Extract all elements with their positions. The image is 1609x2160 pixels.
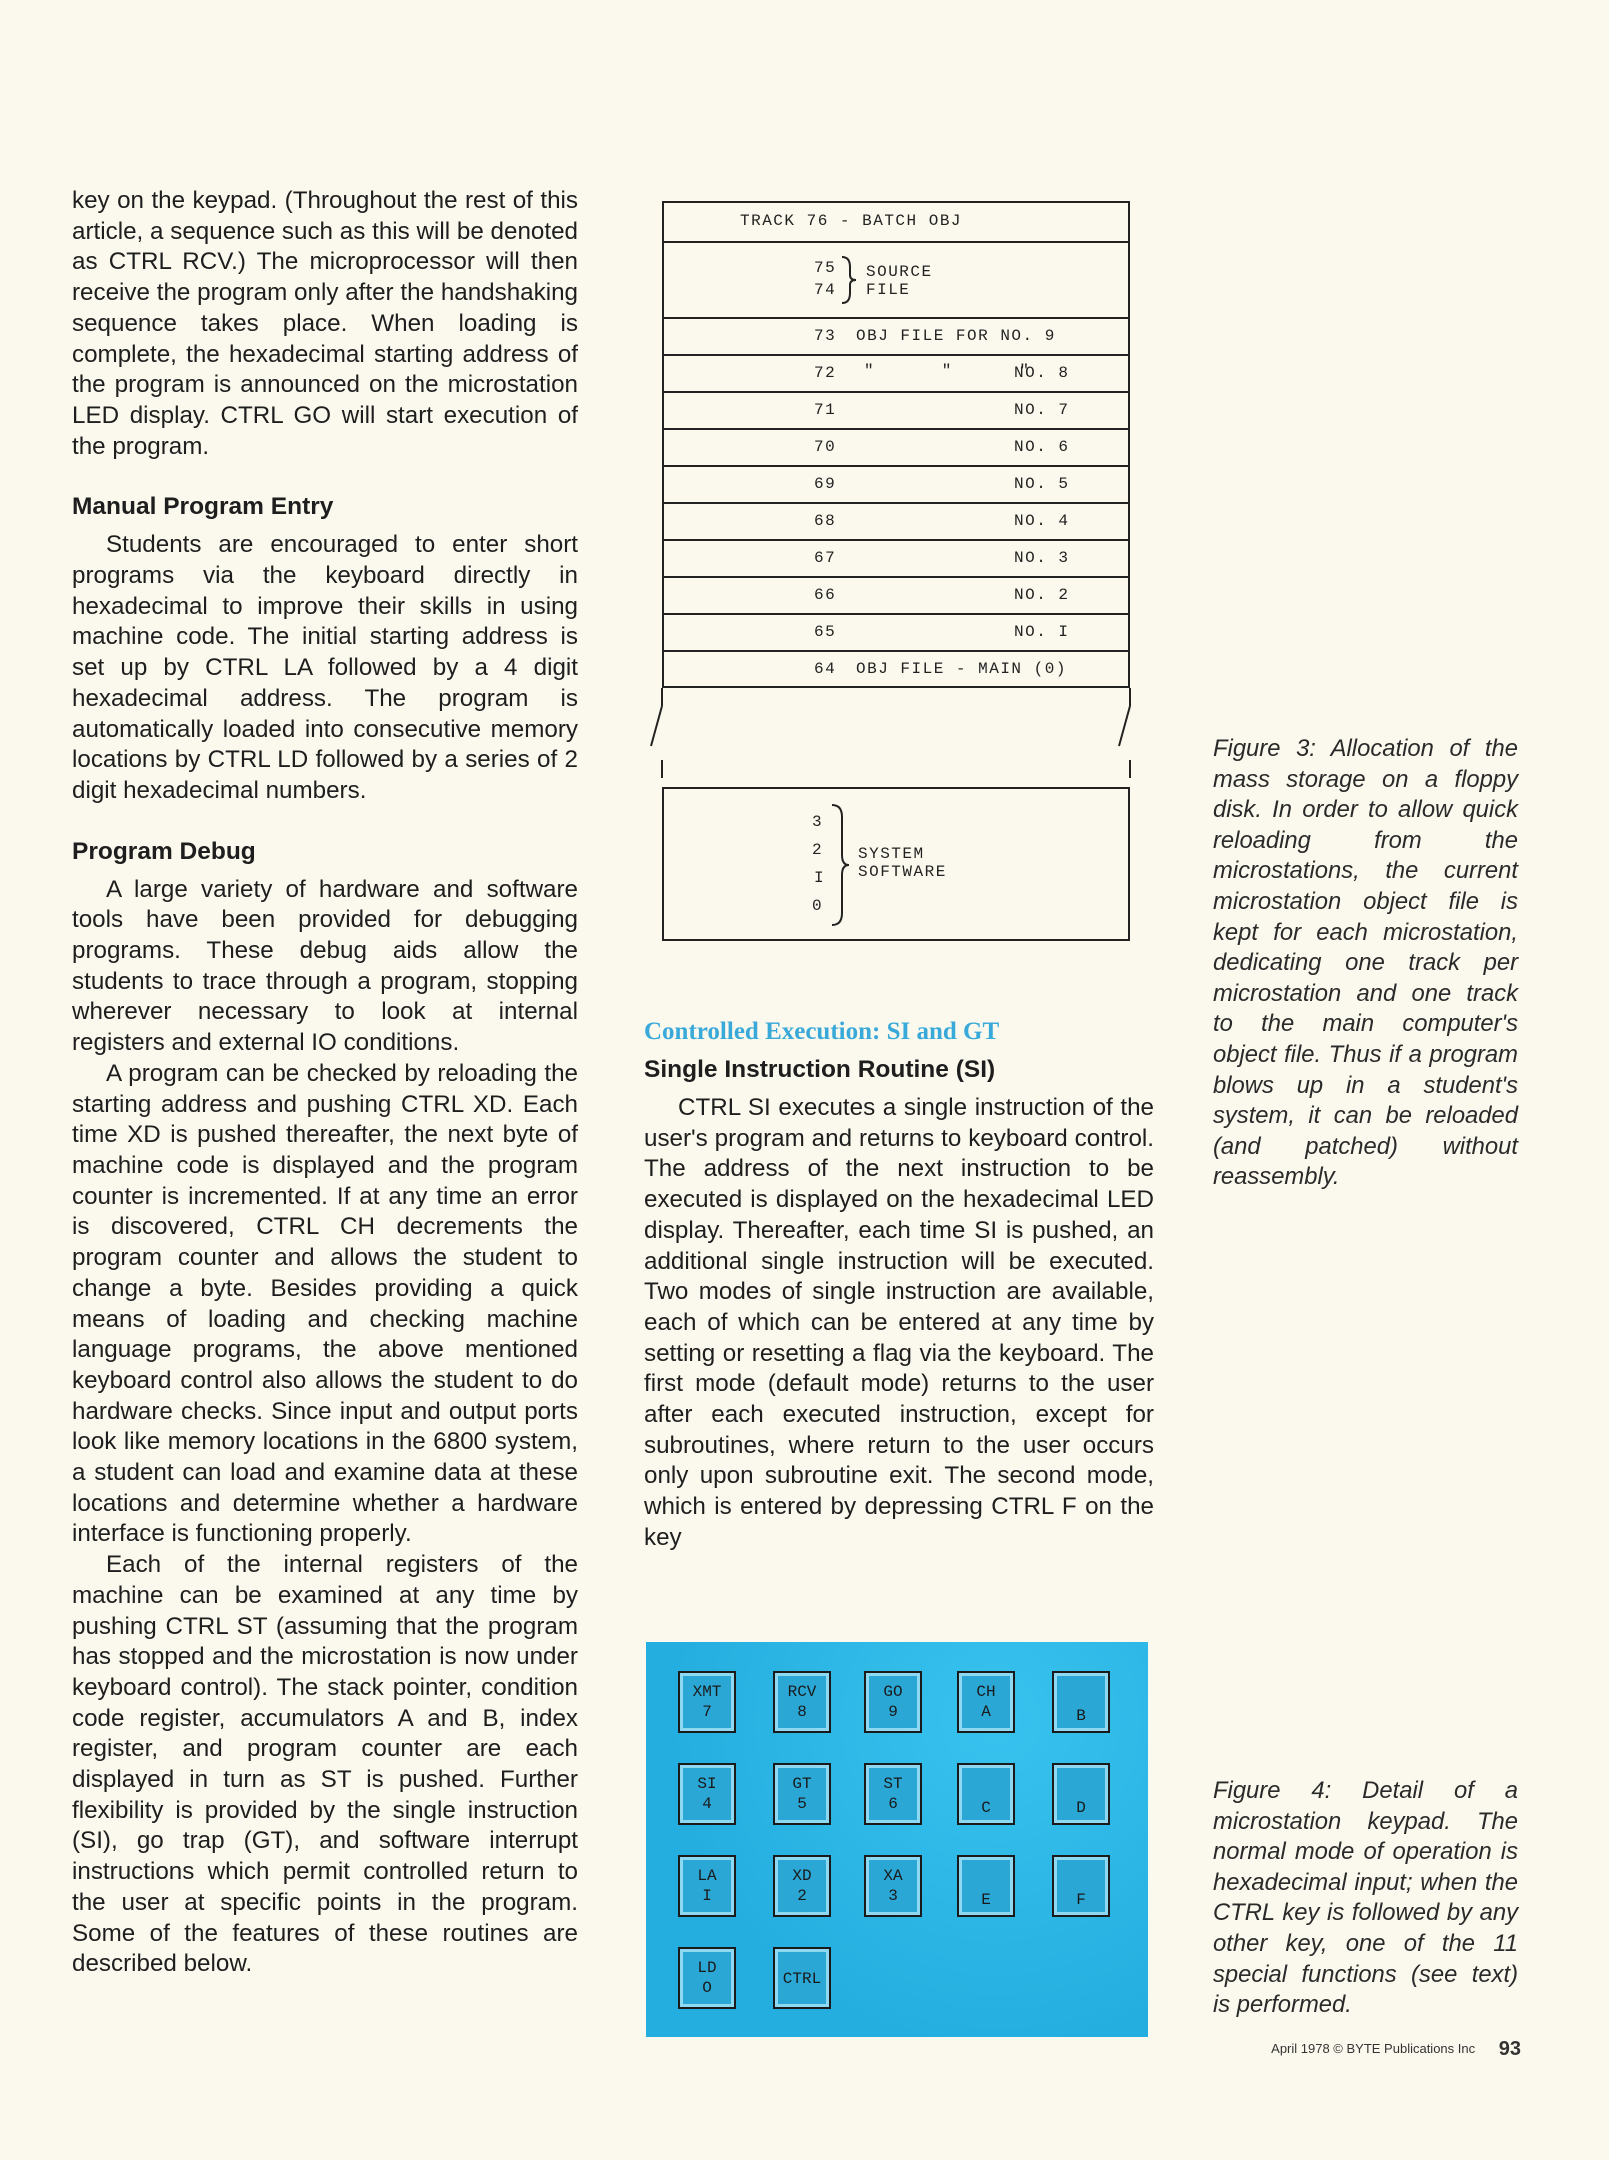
microstation-keypad bbox=[646, 1642, 1148, 2037]
keypad-key: XD 2 bbox=[773, 1855, 831, 1917]
keypad-key-ctrl: CTRL bbox=[773, 1947, 831, 2009]
track-label: OBJ FILE - MAIN (0) bbox=[856, 660, 1067, 678]
diagram-row bbox=[662, 650, 1130, 688]
diagram-source-row bbox=[662, 241, 1130, 317]
keypad-key: XA 3 bbox=[864, 1855, 922, 1917]
track-label: NO. 3 bbox=[1014, 549, 1070, 567]
track-number: 3 bbox=[812, 813, 824, 831]
paragraph: A large variety of hardware and software tools have been provided for debugging programs. These debug aids allow the students to trace through a program, stopping wherever necessary to look at internal registers and external IO conditions. bbox=[72, 875, 578, 1057]
track-number: 0 bbox=[812, 897, 824, 915]
keypad-key: ST 6 bbox=[864, 1763, 922, 1825]
mid-column bbox=[644, 1017, 1154, 1554]
diagram-header-row bbox=[662, 201, 1130, 241]
track-label: NO. 4 bbox=[1014, 512, 1070, 530]
diagram-system-row bbox=[662, 787, 1130, 941]
page-footer bbox=[1211, 2038, 1521, 2061]
keypad-key: D bbox=[1052, 1763, 1110, 1825]
diagram-row bbox=[662, 465, 1130, 502]
keypad-key: SI 4 bbox=[678, 1763, 736, 1825]
track-number: 70 bbox=[814, 438, 837, 456]
figure-3-caption: Figure 3: Allocation of the mass storage on a floppy disk. In order to allow quick reloading from the microstations, the current microstation object file is kept for each microstation, dedicating one track per microstation and one track to the main computer's object file. Thus if a program blows up in a student's system, it can be reloaded (and patched) without reassembly. bbox=[1213, 735, 1518, 1191]
track-label: NO. I bbox=[1014, 623, 1070, 641]
section-heading: Manual Program Entry bbox=[72, 493, 334, 521]
diagram-row bbox=[662, 539, 1130, 576]
subheading: Single Instruction Routine (SI) bbox=[644, 1056, 996, 1083]
track-label: OBJ FILE FOR NO. 9 bbox=[856, 327, 1056, 345]
track-label: NO. 2 bbox=[1014, 586, 1070, 604]
track-number: 73 bbox=[814, 327, 837, 345]
track-number: 74 bbox=[814, 281, 837, 299]
keypad-key: CH A bbox=[957, 1671, 1015, 1733]
brace-icon bbox=[840, 255, 860, 305]
system-label: SYSTEM bbox=[858, 845, 925, 863]
track-number: 69 bbox=[814, 475, 837, 493]
keypad-key: GT 5 bbox=[773, 1763, 831, 1825]
keypad-key: GO 9 bbox=[864, 1671, 922, 1733]
keypad-key: C bbox=[957, 1763, 1015, 1825]
keypad-key: B bbox=[1052, 1671, 1110, 1733]
track-number: 75 bbox=[814, 259, 837, 277]
section-heading: Program Debug bbox=[72, 837, 256, 865]
diagram-row bbox=[662, 502, 1130, 539]
keypad-key: RCV 8 bbox=[773, 1671, 831, 1733]
track-label: NO. 5 bbox=[1014, 475, 1070, 493]
diagram-row bbox=[662, 613, 1130, 650]
keypad-key: LD O bbox=[678, 1947, 736, 2009]
track-number: 67 bbox=[814, 549, 837, 567]
diagram-row bbox=[662, 317, 1130, 354]
left-column bbox=[72, 186, 578, 1980]
brace-icon bbox=[830, 803, 852, 927]
break-lines bbox=[650, 688, 1150, 778]
diagram-row bbox=[662, 576, 1130, 613]
track-number: 2 bbox=[812, 841, 824, 859]
track-number: 65 bbox=[814, 623, 837, 641]
paragraph: Students are encouraged to enter short programs via the keyboard directly in hexadecimal to improve their skills in using machine code. The initial starting address is set up by CTRL LA followed by a 4 digit hexadecimal address. The program is automatically loaded into consecutive memory locations by CTRL LD followed by a series of 2 digit hexadecimal numbers. bbox=[72, 531, 578, 804]
keypad-key: LA I bbox=[678, 1855, 736, 1917]
track-number: 66 bbox=[814, 586, 837, 604]
diagram-row bbox=[662, 391, 1130, 428]
keypad-key: XMT 7 bbox=[678, 1671, 736, 1733]
keypad-key: F bbox=[1052, 1855, 1110, 1917]
system-label: SOFTWARE bbox=[858, 863, 947, 881]
track-number: 72 bbox=[814, 364, 837, 382]
track-label: NO. 8 bbox=[1014, 364, 1070, 382]
paragraph: CTRL SI executes a single instruction of the user's program and returns to keyboard control. The address of the next instruction to be executed is displayed on the hexadecimal LED display. Thereafter, each time SI is pushed, an additional single instruction will be executed. Two modes of single instruction are available, each of which can be entered at any time by setting or resetting a flag via the keyboard. The first mode (default mode) returns to the user after each executed instruction, except for subroutines, where return to the user occurs only upon subroutine exit. The second mode, which is entered by depressing CTRL F on the key bbox=[644, 1094, 1154, 1551]
source-label: FILE bbox=[866, 281, 911, 299]
paragraph: A program can be checked by reloading the starting address and pushing CTRL XD. Each time XD is pushed thereafter, the next byte of machine code is displayed and the program counter is incremented. If at any time an error is discovered, CTRL CH decrements the program counter and allows the student to change a byte. Besides providing a quick means of loading and checking machine language programs, the above mentioned keyboard control also allows the student to do hardware checks. Since input and output ports look like memory locations in the 6800 system, a student can load and examine data at these locations and determine whether a hardware interface is functioning properly. bbox=[72, 1059, 578, 1548]
track-number: 64 bbox=[814, 660, 837, 678]
paragraph: Each of the internal registers of the machine can be examined at any time by pushing CTRL ST (assuming that the program has stopped and the microstation is now under keyboard control). The stack pointer, condition code register, accumulators A and B, index register, and program counter are each displayed in turn as ST is pushed. Further flexibility is provided by the single instruction (SI), go trap (GT), and software interrupt instructions which permit controlled return to the user at specific points in the program. Some of the features of these routines are described below. bbox=[72, 1551, 578, 1978]
track-label: NO. 7 bbox=[1014, 401, 1070, 419]
ditto-marks: " " " bbox=[864, 362, 1031, 380]
diagram-row bbox=[662, 428, 1130, 465]
track-number: 71 bbox=[814, 401, 837, 419]
track-label: NO. 6 bbox=[1014, 438, 1070, 456]
diagram-row bbox=[662, 354, 1130, 391]
figure-4-caption: Figure 4: Detail of a microstation keypad. The normal mode of operation is hexadecimal input; when the CTRL key is followed by any other key, one of the 11 special functions (see text) is performed. bbox=[1213, 1777, 1518, 2019]
track-number: 68 bbox=[814, 512, 837, 530]
page-number: 93 bbox=[1498, 2038, 1521, 2060]
section-heading-blue: Controlled Execution: SI and GT bbox=[644, 1018, 1000, 1045]
keypad-key: E bbox=[957, 1855, 1015, 1917]
disk-allocation-diagram bbox=[662, 201, 1132, 941]
copyright-credit: April 1978 © BYTE Publications Inc bbox=[1271, 2041, 1476, 2056]
paragraph: key on the keypad. (Throughout the rest of this article, a sequence such as this will be denoted as CTRL RCV.) The microprocessor will then receive the program only after the handshaking sequence takes place. When loading is complete, the hexadecimal starting address of the program is announced on the microstation LED display. CTRL GO will start execution of the program. bbox=[72, 187, 578, 460]
diagram-header: TRACK 76 - BATCH OBJ bbox=[740, 212, 963, 230]
source-label: SOURCE bbox=[866, 263, 933, 281]
track-number: I bbox=[814, 869, 826, 887]
